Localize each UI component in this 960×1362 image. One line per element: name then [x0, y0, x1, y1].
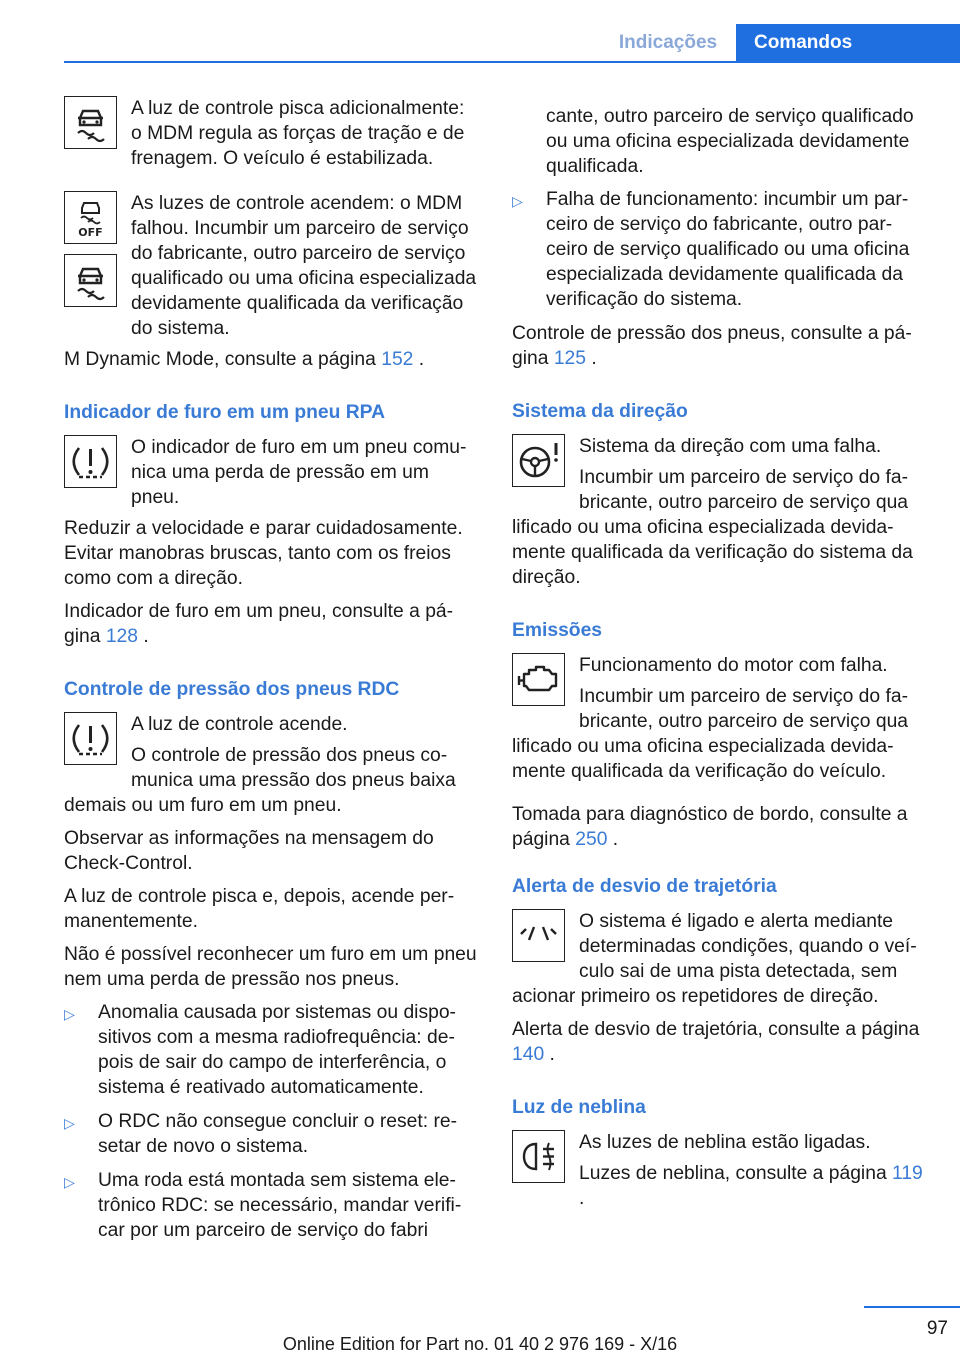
steering-text-2-end: lificado ou uma oficina especializada devidamente qualificada da verificação do sistema da direção.	[512, 517, 913, 588]
rdc-bullet-list	[64, 1000, 479, 1243]
steering-heading: Sistema da direção	[512, 401, 688, 422]
lane-text-end: acionar primeiro os repetidores de direção.	[512, 986, 879, 1007]
rpa-text: O indicador de furo em um pneu comunica uma perda de pressão em um pneu.	[131, 437, 467, 508]
tire-ref: Controle de pressão dos pneus, consulte a página 125 .	[512, 323, 912, 369]
tire-pressure-warning-icon	[64, 435, 117, 488]
triangle-bullet-icon: ▷	[64, 1115, 75, 1131]
tab-commands[interactable]: Comandos	[736, 24, 960, 63]
right-bullet-list	[512, 187, 927, 312]
mdm-fail-block	[64, 191, 479, 347]
emissions-block	[512, 653, 927, 734]
steering-block	[512, 434, 927, 515]
rdc-heading: Controle de pressão dos pneus RDC	[64, 679, 400, 700]
rdc-paragraph-1: Observar as informações na mensagem do Check-Control.	[64, 828, 434, 874]
dsc-off-icon	[64, 191, 117, 244]
check-engine-icon	[512, 653, 565, 706]
diag-ref: Tomada para diagnóstico de bordo, consulte a página 250 .	[512, 804, 908, 850]
lane-departure-icon	[512, 909, 565, 962]
emissions-heading: Emissões	[512, 620, 603, 641]
page-link-119[interactable]: 119	[892, 1163, 923, 1184]
fog-text-1: As luzes de neblina estão ligadas.	[579, 1132, 871, 1153]
rdc-paragraph-3: Não é possível reconhecer um furo em um pneu nem uma perda de pressão nos pneus.	[64, 944, 477, 990]
svg-text:OFF: OFF	[78, 226, 103, 239]
edition-footer: Online Edition for Part no. 01 40 2 976 169 - X/16	[282, 1334, 678, 1354]
rdc-text-2-start: O controle de pressão dos pneus comunica uma pressão dos pneus baixa	[131, 745, 456, 791]
rdc-text-1: A luz de controle acende.	[131, 714, 348, 735]
list-item: ▷ Uma roda está montada sem sistema eletrônico RDC: se necessário, mandar verificar por um parceiro de serviço do fabri	[64, 1170, 462, 1241]
rdc-block	[64, 712, 479, 793]
rear-fog-light-icon	[512, 1130, 565, 1183]
tire-pressure-warning-icon	[64, 712, 117, 765]
dsc-car-skid-icon	[64, 96, 117, 149]
rdc-text-2-end: demais ou um furo em um pneu.	[64, 795, 342, 816]
left-column	[64, 96, 479, 1252]
lane-block	[512, 909, 927, 984]
lane-ref: Alerta de desvio de trajetória, consulte a página 140 .	[512, 1019, 920, 1065]
rpa-ref: Indicador de furo em um pneu, consulte a página 128 .	[64, 601, 454, 647]
steering-wheel-warning-icon	[512, 434, 565, 487]
fog-ref: Luzes de neblina, consulte a página 119 .	[579, 1163, 923, 1209]
page-link-125[interactable]: 125	[553, 348, 586, 369]
rpa-heading: Indicador de furo em um pneu RPA	[64, 402, 386, 423]
triangle-bullet-icon: ▷	[512, 193, 523, 209]
mdm-flash-text: A luz de controle pisca adicionalmente: o MDM regula as forças de tração e de frenagem. O veículo é estabilizada.	[131, 98, 465, 169]
mdm-flash-block	[64, 96, 479, 177]
steering-text-2-start: Incumbir um parceiro de serviço do fabricante, outro parceiro de serviço qua	[579, 467, 909, 513]
page-link-152[interactable]: 152	[381, 349, 414, 370]
right-column	[512, 104, 927, 1217]
lane-text-start: O sistema é ligado e alerta mediante determinadas condições, quando o veículo sai de uma pista detectada, sem	[579, 911, 917, 982]
fog-block	[512, 1130, 927, 1217]
emissions-text-2-start: Incumbir um parceiro de serviço do fabricante, outro parceiro de serviço qua	[579, 686, 909, 732]
rdc-paragraph-2: A luz de controle pisca e, depois, acende permanentemente.	[64, 886, 455, 932]
mdm-ref: M Dynamic Mode, consulte a página 152 .	[64, 349, 425, 370]
dsc-car-skid-icon	[64, 254, 117, 307]
fog-heading: Luz de neblina	[512, 1097, 646, 1118]
tab-indications[interactable]: Indicações	[618, 32, 718, 53]
mdm-fail-text: As luzes de controle acendem: o MDM falhou. Incumbir um parceiro de serviço do fabricante, outro parceiro de serviço qualificado ou uma oficina especializada devidamente qualificada da verificação do sistema.	[131, 193, 477, 339]
list-item: ▷ O RDC não consegue concluir o reset: resetar de novo o sistema.	[64, 1111, 458, 1157]
list-item: ▷ Falha de funcionamento: incumbir um parceiro de serviço do fabricante, outro parceiro de serviço qualificado ou uma oficina especializada devidamente qualificada da verificação do sistema.	[512, 189, 910, 310]
rpa-block	[64, 435, 479, 516]
page-number: 97	[926, 1318, 948, 1339]
emissions-text-2-end: lificado ou uma oficina especializada devidamente qualificada da verificação do veículo.	[512, 736, 894, 782]
triangle-bullet-icon: ▷	[64, 1174, 75, 1190]
bullet-continuation: cante, outro parceiro de serviço qualificado ou uma oficina especializada devidamente qualificada.	[546, 106, 914, 177]
emissions-text-1: Funcionamento do motor com falha.	[579, 655, 888, 676]
page-link-128[interactable]: 128	[105, 626, 138, 647]
page-link-250[interactable]: 250	[575, 829, 608, 850]
triangle-bullet-icon: ▷	[64, 1006, 75, 1022]
page-link-140[interactable]: 140	[512, 1044, 545, 1065]
lane-heading: Alerta de desvio de trajetória	[512, 876, 777, 897]
steering-text-1: Sistema da direção com uma falha.	[579, 436, 882, 457]
rpa-paragraph: Reduzir a velocidade e parar cuidadosamente. Evitar manobras bruscas, tanto com os freios como com a direção.	[64, 518, 463, 589]
page-number-rule	[864, 1306, 960, 1308]
list-item: ▷ Anomalia causada por sistemas ou dispositivos com a mesma radiofrequência: depois de sair do campo de interferência, o sistema é reativado automaticamente.	[64, 1002, 456, 1098]
